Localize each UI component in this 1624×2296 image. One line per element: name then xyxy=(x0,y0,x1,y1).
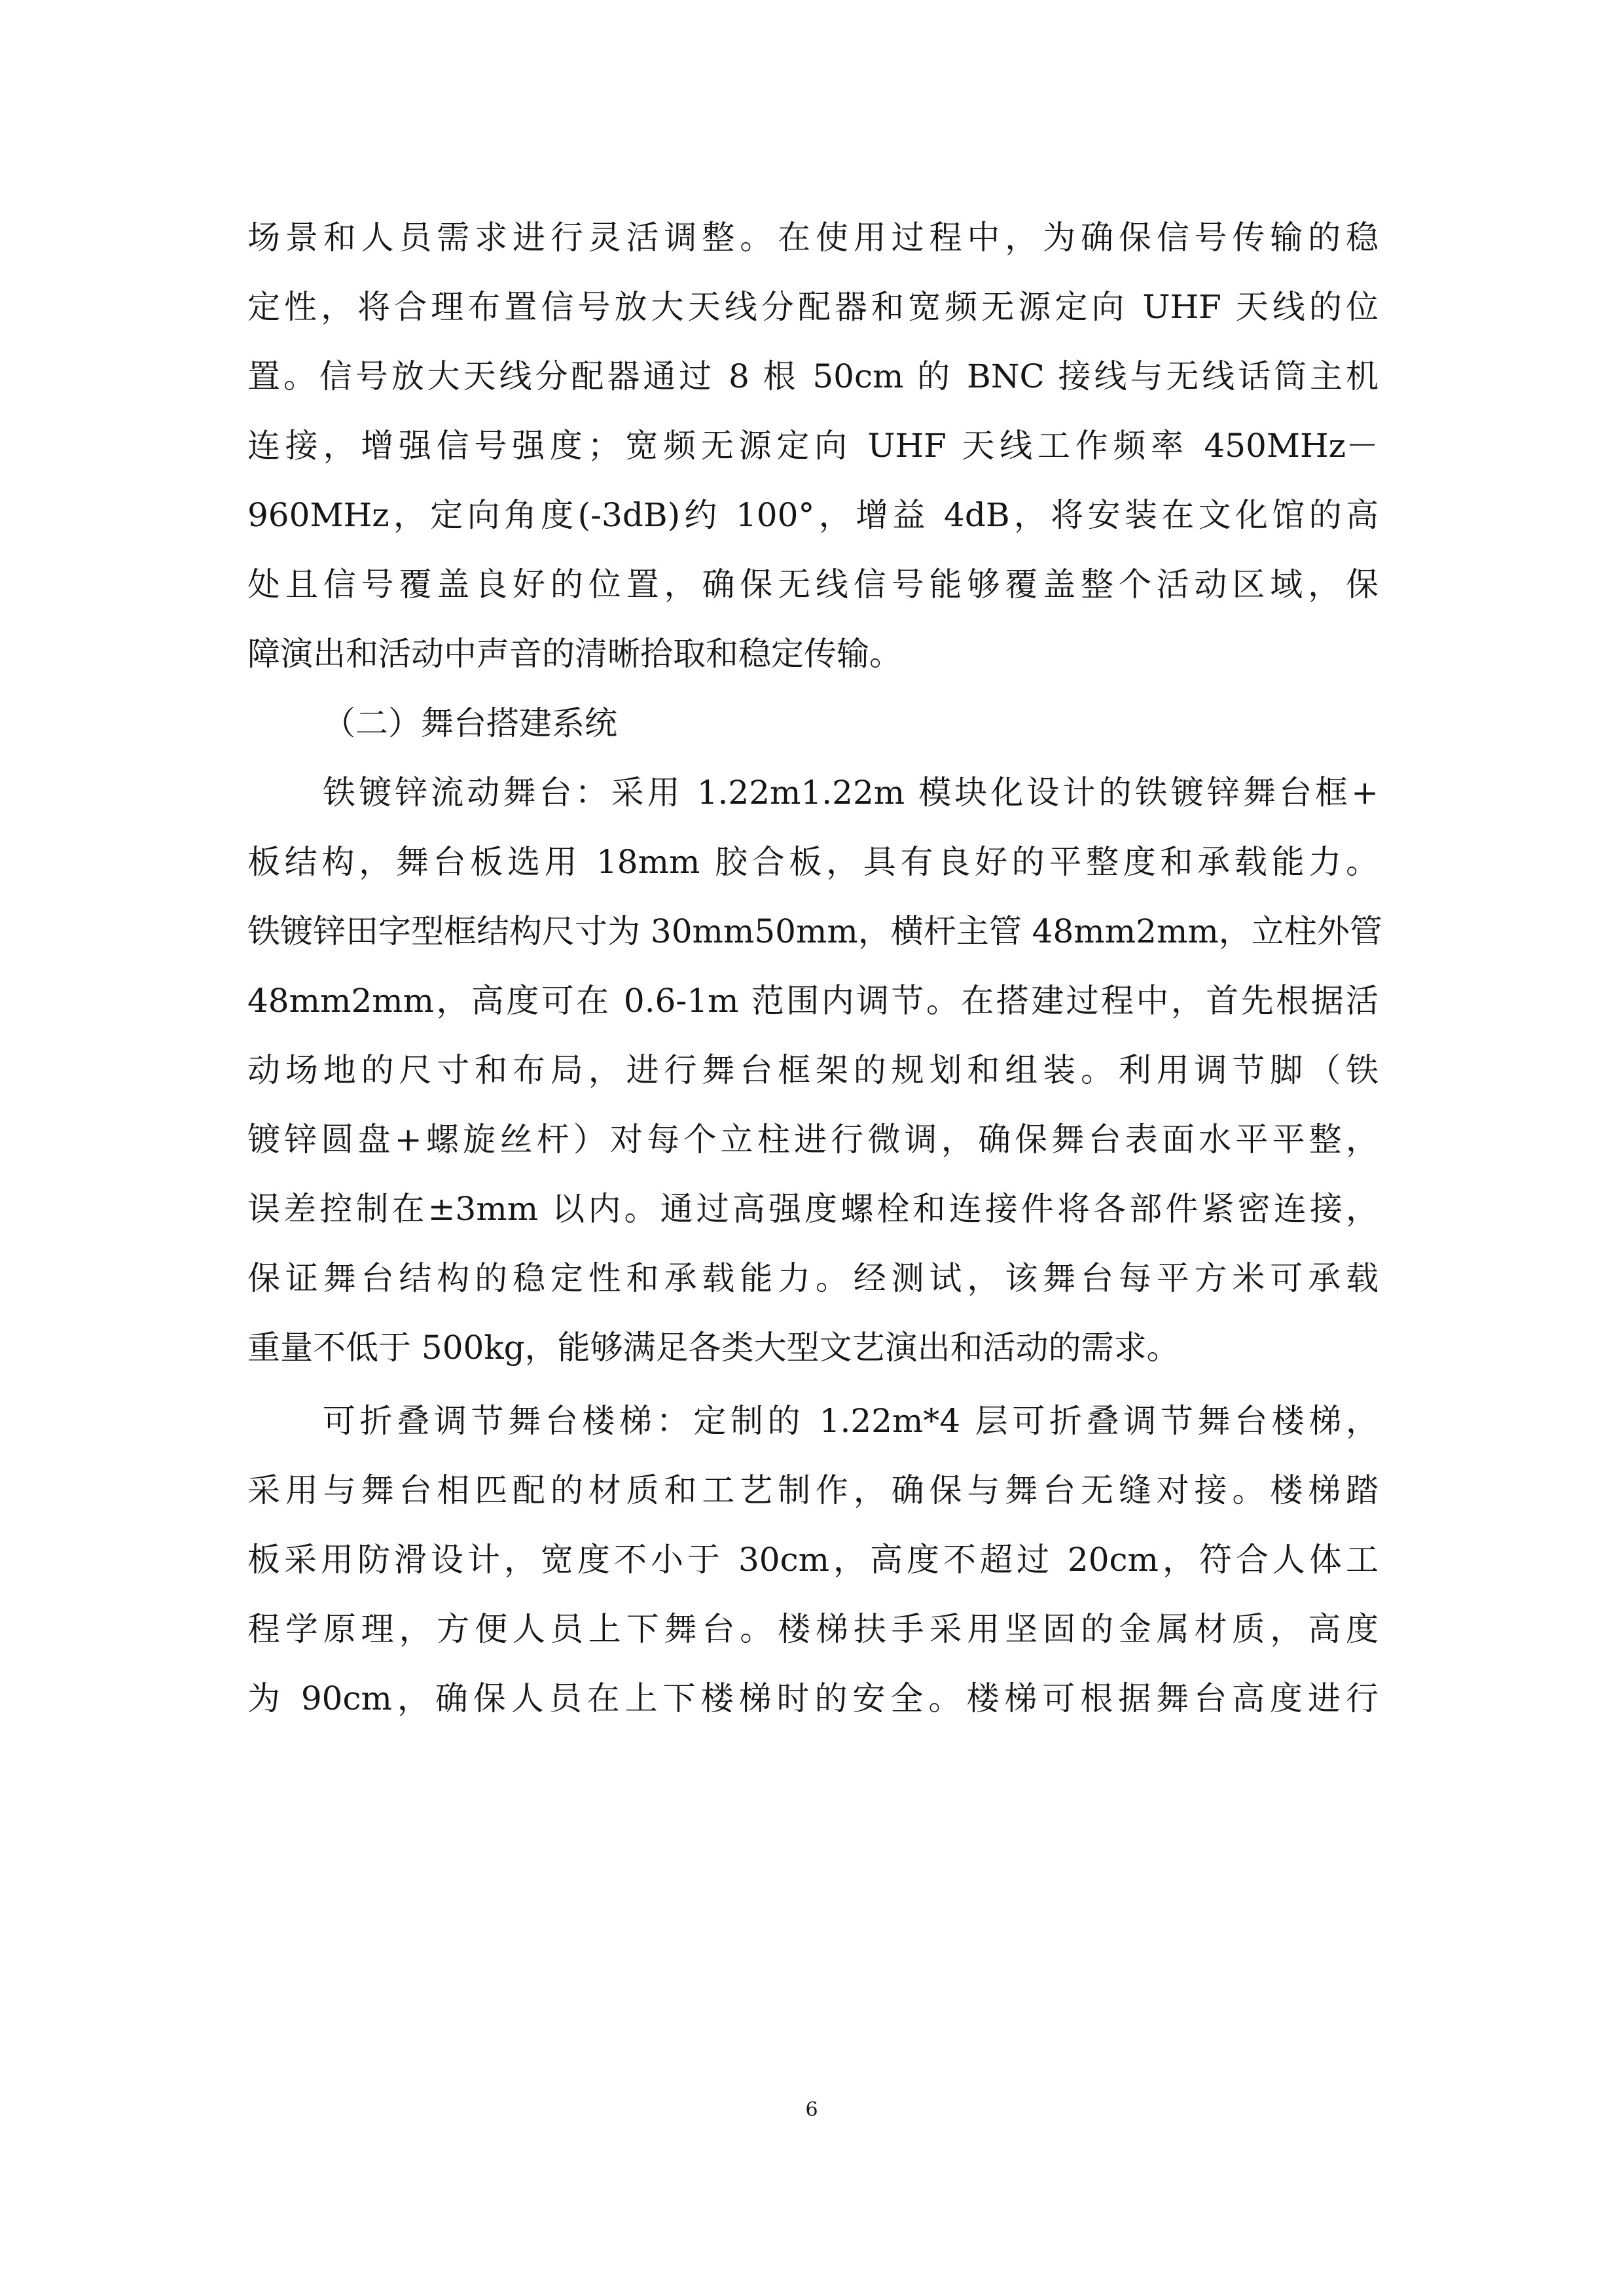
text-line: 处且信号覆盖良好的位置，确保无线信号能够覆盖整个活动区域，保 xyxy=(247,565,1379,603)
text-line: 置。信号放大天线分配器通过 8 根 50cm 的 BNC 接线与无线话筒主机 xyxy=(247,357,1379,395)
text-line: 保证舞台结构的稳定性和承载能力。经测试，该舞台每平方米可承载 xyxy=(247,1259,1379,1297)
text-line: 960MHz，定向角度(-3dB)约 100°，增益 4dB，将安装在文化馆的高 xyxy=(247,496,1379,534)
text-line: 48mm2mm，高度可在 0.6-1m 范围内调节。在搭建过程中，首先根据活 xyxy=(247,982,1379,1020)
text-line: 采用与舞台相匹配的材质和工艺制作，确保与舞台无缝对接。楼梯踏 xyxy=(247,1471,1379,1509)
text-line: 障演出和活动中声音的清晰拾取和稳定传输。 xyxy=(247,635,902,673)
text-line: 铁镀锌田字型框结构尺寸为 30mm50mm，横杆主管 48mm2mm，立柱外管 xyxy=(247,912,1382,950)
section-heading: （二）舞台搭建系统 xyxy=(323,704,617,742)
text-line: 定性，将合理布置信号放大天线分配器和宽频无源定向 UHF 天线的位 xyxy=(247,288,1379,326)
text-line: 连接，增强信号强度；宽频无源定向 UHF 天线工作频率 450MHz－ xyxy=(247,427,1379,465)
text-line: 重量不低于 500kg，能够满足各类大型文艺演出和活动的需求。 xyxy=(247,1329,1180,1367)
text-line: 程学原理，方便人员上下舞台。楼梯扶手采用坚固的金属材质，高度 xyxy=(247,1610,1379,1648)
text-line: 场景和人员需求进行灵活调整。在使用过程中，为确保信号传输的稳 xyxy=(247,219,1379,257)
text-line: 误差控制在±3mm 以内。通过高强度螺栓和连接件将各部件紧密连接， xyxy=(247,1190,1379,1228)
text-line: 板采用防滑设计，宽度不小于 30cm，高度不超过 20cm，符合人体工 xyxy=(247,1541,1379,1579)
text-line: 铁镀锌流动舞台：采用 1.22m1.22m 模块化设计的铁镀锌舞台框+ xyxy=(323,774,1379,812)
text-line: 板结构，舞台板选用 18mm 胶合板，具有良好的平整度和承载能力。 xyxy=(247,843,1379,881)
text-line: 可折叠调节舞台楼梯：定制的 1.22m*4 层可折叠调节舞台楼梯， xyxy=(323,1402,1379,1440)
page-number: 6 xyxy=(805,2098,818,2121)
text-line: 动场地的尺寸和布局，进行舞台框架的规划和组装。利用调节脚（铁 xyxy=(247,1051,1379,1089)
text-line: 为 90cm，确保人员在上下楼梯时的安全。楼梯可根据舞台高度进行 xyxy=(247,1679,1379,1717)
text-line: 镀锌圆盘+螺旋丝杆）对每个立柱进行微调，确保舞台表面水平平整， xyxy=(247,1121,1379,1158)
